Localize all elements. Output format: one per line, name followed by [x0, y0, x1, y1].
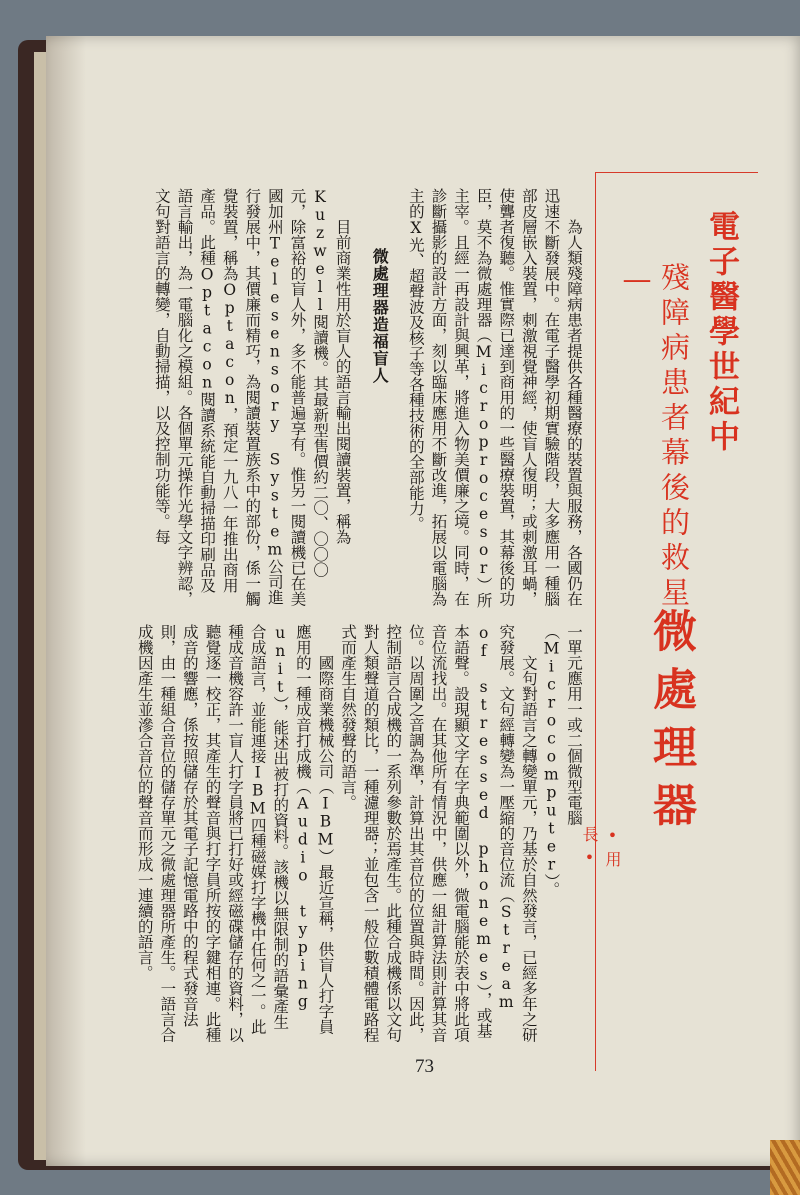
bookmark-ribbon [770, 1140, 800, 1195]
series-title: 電子醫學世紀中 [703, 210, 739, 455]
paragraph-reading-devices: 目前商業性用於盲人的語言輸出閱讀裝置，稱為Kuzwell閱讀機。其最新型售價約二〇、〇〇〇元，除富裕的盲人外，多不能普遍享有。惟另一閱讀機已在美國加州Telesensory System公司進行發展中，其價廉而精巧，為閱讀裝置族系中的部份，係一觸覺裝置，稱為Optacon，預定一九八一年推出商用產品。此種Optacon閱讀系統能自動掃描印刷品及語言輸出，為一電腦化之模組。各個單元操作光學文字辨認，文句對語言的轉變，自動掃描，以及控制功能等。每 [152, 188, 352, 607]
section-heading: 微處理器造福盲人 [370, 248, 390, 384]
author-byline: •用 長• [580, 826, 622, 873]
page-number: 73 [415, 1056, 434, 1077]
article-subtitle: 殘障病患者幕後的救星— [620, 262, 691, 612]
paragraph-ibm-audio-typing: 國際商業機械公司（IBM）最近宣稱，供盲人打字員應用的一種成音打成機（Audio typing unit），能述出被打的資料。該機以無限制的語彙產生合成語言，並能連接IBM四種磁媒打字機中任何之一。此種成音機容許一盲人打字員將已打好或經磁碟儲存的資料，以聽覺逐一校正，其產生的聲音與打字員所按的字鍵相連。此種成音的響應，係按照儲存於其電子記憶電路中的程式發音法則，由一種組合音位的儲存單元之微處理器所產生。一語言合成機因產生並滲合音位的聲音而形成一連續的語言。 [135, 624, 335, 1043]
paragraph-intro: 為人類殘障病患者提供各種醫療的裝置與服務，各國仍在迅速不斷發展中。在電子醫學初期實驗階段，大多應用一種腦部皮層嵌入裝置，刺激視覺神經，使盲人復明；或刺激耳蝸，使聾者復聽。惟實際已達到商用的一些醫療裝置，其幕後的功臣，莫不為微處理器（Microprocesor）所主宰。且經一再設計與興革，將進入物美價廉之境。同時，在診斷攝影的設計方面，刻以臨床應用不斷改進，拓展以電腦為主的X光、超聲波及核子等各種技術的全部能力。 [406, 188, 583, 608]
paragraph-text-to-speech: 文句對語言之轉變單元，乃基於自然發言，已經多年之研究發展。文句經轉變為一壓縮的音位流（Stream of stressed phonemes），或基本語聲。設現顯文字在字典範圍以外，微電腦能於表中將此項音位流找出。在其他所有情況中，供應一組計算法則計算其音位。以周圍之音調為準，計算出其音位的位置與時間。因此，控制語言合成機的一系列參數於焉產生。此種合成機係以文句對人類聲道的類比，一種濾理器；並包含一般位數積體電路程式而產生自然發聲的語言。 [339, 624, 538, 1043]
article-title: 微處理器 [645, 608, 696, 840]
page-gutter-shadow [46, 36, 86, 1166]
body-lower [135, 624, 585, 1044]
paragraph-microcomputer: 一單元應用一或二個微型電腦（Microcomputer）。 [542, 624, 583, 897]
body-upper [145, 188, 585, 608]
